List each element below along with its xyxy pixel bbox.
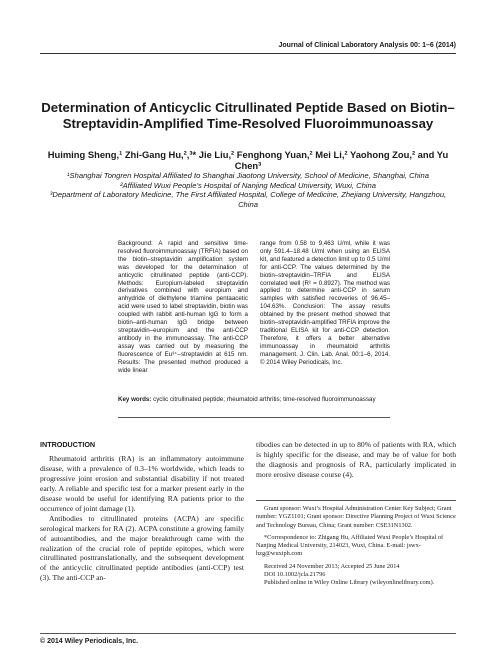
affiliations	[40, 171, 456, 209]
footnote-correspondence: *Correspondence to: Zhigang Hu, Affiliated Wuxi People’s Hospital of Nanjing Medical University, 214023, Wuxi, China. E-mail: jswx-hzg@wuxiph.com	[256, 533, 444, 558]
body-right-column	[256, 440, 456, 480]
keywords-label: Key words:	[118, 396, 152, 403]
footnote-grant: Grant sponsor: Wuxi’s Hospital Administration Center Key Subject; Grant number: YGZ1101; Grant sponsor: Directive Planning Project of Wuxi Science and Technology Bureau, China; Grant number: CSE31N1302.	[256, 505, 456, 529]
body-left-column	[40, 440, 244, 583]
footnotes	[256, 500, 456, 588]
author-list: Huiming Sheng,¹ Zhi-Gang Hu,²,³* Jie Liu,² Fenghong Yuan,² Mei Li,² Yaohong Zou,² and Yu Chen³	[47, 149, 449, 171]
footer-rule	[40, 633, 456, 634]
abstract-rule	[118, 417, 390, 418]
section-heading-introduction: INTRODUCTION	[40, 440, 96, 449]
journal-header: Journal of Clinical Laboratory Analysis 00: 1–6 (2014)	[278, 42, 456, 49]
affiliation-1: ¹Shanghai Tongren Hospital Affiliated to Shanghai Jiaotong University, School of Medicine, Shanghai, China	[67, 171, 429, 180]
header-rule	[40, 53, 456, 54]
doi: DOI 10.1002/jcla.21796	[264, 571, 326, 579]
copyright: © 2014 Wiley Periodicals, Inc.	[40, 638, 139, 645]
keywords	[118, 396, 390, 404]
affiliation-2: ²Affiliated Wuxi People’s Hospital of Nanjing Medical University, Wuxi, China	[120, 180, 376, 190]
abstract-left-column: Background: A rapid and sensitive time-resolved fluoroimmunoassay (TRFIA) based on the biotin–streptavidin amplification system was developed for the determination of anticyclic citrullinated peptide (anti-CCP). Methods: Europium-labeled streptavidin derivatives combined with europium and anhydride of diethylene triamine pentaacetic acid were used to label streptavidin, biotin was coupled with rabbit anti-human IgG to form a biotin–anti-human IgG bridge between streptavidin–europium and the anti-CCP antibody in the immunoassay. The anti-CCP assay was carried out by measuring the fluorescence of Eu³⁺–streptavidin at 615 nm. Results: The presented method produced a wide linear	[118, 240, 248, 374]
abstract	[118, 240, 390, 428]
body-paragraph: tibodies can be detected in up to 80% of patients with RA, which is highly specific for the disease, and may be of value for both the diagnosis and prognosis of RA, particularly implicated in more erosive disease course (4).	[256, 440, 456, 479]
article-title: Determination of Anticyclic Citrullinated Peptide Based on Biotin–Streptavidin-Amplified Time-Resolved Fluoroimmunoassay	[41, 100, 455, 131]
keywords-text: cyclic citrullinated peptide; rheumatoid arthritis; time-resolved fluoroimmunoassay	[153, 396, 376, 403]
received-date: Received 24 November 2013; Accepted 25 June 2014	[264, 562, 400, 570]
body-paragraph: Rheumatoid arthritis (RA) is an inflammatory autoimmune disease, with a prevalence of 0.3–1% worldwide, which leads to progressive joint erosion and substantial disability if not treated early. A reliable and specific test for a marker present early in the disease would be useful for identifying RA patients prior to the occurrence of joint damage (1).	[40, 453, 244, 513]
abstract-right-column: range from 0.58 to 9,463 U/ml, while it was only 591.4–18.48 U/ml when using an ELISA kit, and featured a detection limit up to 0.5 U/ml for anti-CCP. The values determined by the biotin–streptavidin–TRFIA and ELISA correlated well (R² = 0.8927). The method was applied to determine anti-CCP in serum samples with satisfied recoveries of 96.45–104.63%. Conclusion: The assay results obtained by the present method showed that biotin–streptavidin-amplified TRFIA improve the traditional ELISA kit for anti-CCP detection. Therefore, it offers a better alternative immunoassay in rheumatoid arthritis management. J. Clin. Lab. Anal. 00:1–6, 2014. © 2014 Wiley Periodicals, Inc.	[260, 240, 390, 366]
published-online: Published online in Wiley Online Library (wileyonlinelibrary.com).	[264, 579, 435, 587]
affiliation-3: ³Department of Laboratory Medicine, The First Affiliated Hospital, College of Medicine, Zhejiang University, Hangzhou, China	[49, 190, 447, 209]
body-paragraph: Antibodies to citrullinated proteins (ACPA) are specific serological markers for RA (2). ACPA constitute a growing family of autoantibodies, and the major breakthrough came with the realization of the crucial role of peptide epitopes, which were citrullinated posttranslationally, and the subsequent development of the anticyclic citrullinated peptide antibodies (anti-CCP) test (3). The anti-CCP an-	[40, 513, 244, 583]
